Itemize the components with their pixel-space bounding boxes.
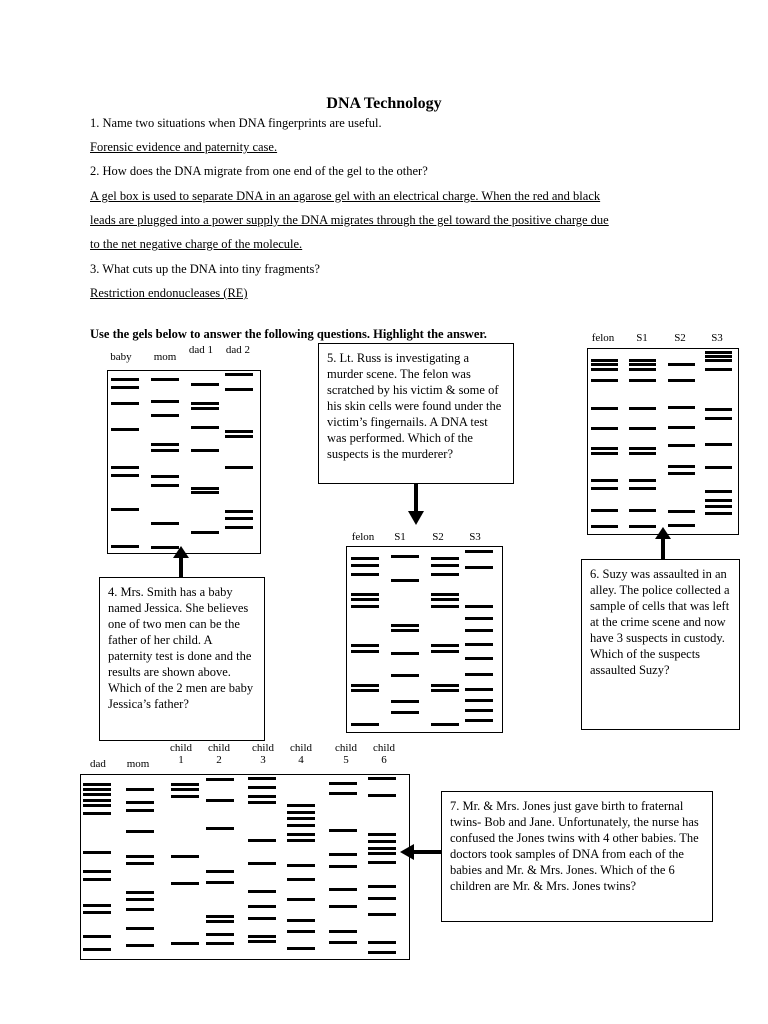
dna-band: [705, 417, 732, 420]
dna-band: [465, 657, 493, 660]
q5-question-box: 5. Lt. Russ is investigating a murder scene. The felon was scratched by his victim & some of his skin cells were found under the victim’s fingernails. A DNA test was performed. Which of the suspects is the murderer?: [318, 343, 514, 484]
gel5-label-s3: S3: [469, 531, 481, 543]
dna-band: [705, 368, 732, 371]
dna-band: [465, 709, 493, 712]
dna-band: [431, 644, 459, 647]
dna-band: [151, 414, 179, 417]
dna-band: [591, 452, 618, 455]
dna-band: [465, 605, 493, 608]
paternity-gel: [107, 370, 261, 554]
dna-band: [171, 783, 199, 786]
dna-band: [126, 855, 154, 858]
gel5-label-felon: felon: [351, 531, 375, 543]
dna-band: [705, 359, 732, 362]
dna-band: [629, 509, 656, 512]
twins-gel: [80, 774, 410, 960]
dna-band: [248, 786, 276, 789]
dna-band: [668, 406, 695, 409]
dna-band: [126, 927, 154, 930]
dna-band: [287, 878, 315, 881]
dna-band: [191, 407, 219, 410]
dna-band: [225, 517, 253, 520]
dna-band: [668, 510, 695, 513]
dna-band: [629, 379, 656, 382]
dna-band: [287, 833, 315, 836]
dna-band: [83, 870, 111, 873]
gel7-label-child1: child 1: [170, 742, 192, 766]
dna-band: [668, 379, 695, 382]
gel4-label-baby: baby: [110, 351, 132, 363]
dna-band: [225, 510, 253, 513]
dna-band: [248, 777, 276, 780]
dna-band: [83, 812, 111, 815]
gel7-label-child5: child 5: [335, 742, 357, 766]
dna-band: [368, 777, 396, 780]
dna-band: [351, 723, 379, 726]
dna-band: [705, 490, 732, 493]
dna-band: [591, 368, 618, 371]
gel4-label-mom: mom: [153, 351, 177, 363]
dna-band: [206, 870, 234, 873]
dna-band: [248, 839, 276, 842]
dna-band: [465, 699, 493, 702]
gel5-arrow-down: [405, 483, 429, 527]
murder-gel: [346, 546, 503, 733]
q3-answer: Restriction endonucleases (RE): [90, 286, 248, 300]
dna-band: [126, 801, 154, 804]
dna-band: [391, 652, 419, 655]
dna-band: [151, 400, 179, 403]
dna-band: [329, 865, 357, 868]
dna-band: [287, 947, 315, 950]
dna-band: [705, 505, 732, 508]
dna-band: [391, 711, 419, 714]
dna-band: [206, 799, 234, 802]
dna-band: [287, 824, 315, 827]
dna-band: [351, 684, 379, 687]
gel4-label-dad1: dad 1: [188, 344, 214, 356]
dna-band: [206, 915, 234, 918]
dna-band: [368, 941, 396, 944]
dna-band: [351, 564, 379, 567]
dna-band: [391, 555, 419, 558]
dna-band: [391, 674, 419, 677]
dna-band: [368, 847, 396, 850]
dna-band: [351, 593, 379, 596]
gel6-label-s2: S2: [674, 332, 686, 344]
dna-band: [431, 557, 459, 560]
dna-band: [591, 407, 618, 410]
dna-band: [248, 917, 276, 920]
q2-question: 2. How does the DNA migrate from one end of the gel to the other?: [90, 164, 428, 178]
q2-answer-line-2: leads are plugged into a power supply the DNA migrates through the gel toward the positive charge due: [90, 213, 609, 227]
dna-band: [705, 408, 732, 411]
gel5-label-s1: S1: [394, 531, 406, 543]
gel6-arrow-up: [652, 527, 676, 563]
page-title: DNA Technology: [326, 95, 442, 112]
assault-gel: [587, 348, 739, 535]
dna-band: [126, 862, 154, 865]
dna-band: [465, 688, 493, 691]
dna-band: [248, 801, 276, 804]
dna-band: [591, 359, 618, 362]
dna-band: [465, 566, 493, 569]
dna-band: [705, 443, 732, 446]
dna-band: [111, 508, 139, 511]
dna-band: [431, 650, 459, 653]
dna-band: [629, 407, 656, 410]
dna-band: [111, 474, 139, 477]
dna-band: [126, 898, 154, 901]
dna-band: [111, 386, 139, 389]
dna-band: [705, 466, 732, 469]
dna-band: [591, 363, 618, 366]
dna-band: [668, 472, 695, 475]
q2-answer-line-3: to the net negative charge of the molecule.: [90, 237, 303, 251]
dna-band: [591, 479, 618, 482]
dna-band: [287, 898, 315, 901]
dna-band: [248, 935, 276, 938]
dna-band: [83, 935, 111, 938]
dna-band: [368, 885, 396, 888]
dna-band: [248, 890, 276, 893]
dna-band: [705, 499, 732, 502]
q4-question-box: 4. Mrs. Smith has a baby named Jessica. She believes one of two men can be the father of her child. A paternity test is done and the results are shown above. Which of the 2 men are baby Jessica’s father?: [99, 577, 265, 741]
dna-band: [191, 402, 219, 405]
dna-band: [206, 933, 234, 936]
dna-band: [368, 913, 396, 916]
dna-band: [83, 904, 111, 907]
dna-band: [391, 579, 419, 582]
dna-band: [191, 426, 219, 429]
dna-band: [465, 617, 493, 620]
gel7-arrow-left: [400, 842, 444, 864]
dna-band: [368, 861, 396, 864]
dna-band: [111, 466, 139, 469]
dna-band: [629, 452, 656, 455]
dna-band: [191, 531, 219, 534]
q7-question-box: 7. Mr. & Mrs. Jones just gave birth to fraternal twins- Bob and Jane. Unfortunately, the nurse has confused the Jones twins with 4 other babies. The doctors took samples of DNA from each of the babies and Mr. & Mrs. Jones. Which of the 6 children are Mr. & Mrs. Jones twins?: [441, 791, 713, 922]
dna-band: [171, 882, 199, 885]
dna-band: [225, 526, 253, 529]
dna-band: [248, 905, 276, 908]
dna-band: [206, 778, 234, 781]
dna-band: [368, 833, 396, 836]
dna-band: [329, 941, 357, 944]
dna-band: [83, 799, 111, 802]
dna-band: [351, 650, 379, 653]
dna-band: [629, 363, 656, 366]
gel7-label-mom: mom: [126, 758, 150, 770]
dna-band: [329, 905, 357, 908]
dna-band: [591, 509, 618, 512]
dna-band: [629, 359, 656, 362]
dna-band: [368, 852, 396, 855]
dna-band: [629, 487, 656, 490]
dna-band: [171, 788, 199, 791]
dna-band: [431, 605, 459, 608]
dna-band: [83, 804, 111, 807]
dna-band: [629, 479, 656, 482]
dna-band: [83, 783, 111, 786]
gel7-label-child4: child 4: [290, 742, 312, 766]
dna-band: [83, 851, 111, 854]
dna-band: [225, 435, 253, 438]
dna-band: [171, 795, 199, 798]
dna-band: [431, 564, 459, 567]
dna-band: [191, 449, 219, 452]
dna-band: [287, 919, 315, 922]
dna-band: [329, 930, 357, 933]
dna-band: [351, 644, 379, 647]
dna-band: [171, 855, 199, 858]
dna-band: [206, 942, 234, 945]
dna-band: [465, 673, 493, 676]
dna-band: [705, 351, 732, 354]
dna-band: [431, 689, 459, 692]
dna-band: [591, 427, 618, 430]
dna-band: [591, 447, 618, 450]
dna-band: [668, 444, 695, 447]
dna-band: [191, 487, 219, 490]
dna-band: [111, 378, 139, 381]
dna-band: [83, 788, 111, 791]
dna-band: [83, 911, 111, 914]
dna-band: [151, 443, 179, 446]
dna-band: [287, 839, 315, 842]
dna-band: [83, 948, 111, 951]
dna-band: [126, 891, 154, 894]
dna-band: [465, 550, 493, 553]
dna-band: [151, 484, 179, 487]
dna-band: [225, 466, 253, 469]
dna-band: [225, 388, 253, 391]
gel4-label-dad2: dad 2: [225, 344, 251, 356]
q1-answer: Forensic evidence and paternity case.: [90, 140, 278, 154]
dna-band: [287, 804, 315, 807]
dna-band: [171, 942, 199, 945]
dna-band: [151, 475, 179, 478]
dna-band: [287, 930, 315, 933]
dna-band: [668, 426, 695, 429]
dna-band: [287, 811, 315, 814]
dna-band: [83, 793, 111, 796]
dna-band: [151, 378, 179, 381]
dna-band: [431, 593, 459, 596]
dna-band: [111, 428, 139, 431]
dna-band: [329, 792, 357, 795]
dna-band: [351, 557, 379, 560]
dna-band: [629, 368, 656, 371]
dna-band: [591, 525, 618, 528]
gel7-label-child6: child 6: [373, 742, 395, 766]
dna-band: [126, 788, 154, 791]
dna-band: [368, 897, 396, 900]
q3-question: 3. What cuts up the DNA into tiny fragments?: [90, 262, 320, 276]
dna-band: [225, 373, 253, 376]
dna-band: [368, 794, 396, 797]
dna-band: [391, 700, 419, 703]
dna-band: [705, 355, 732, 358]
dna-band: [287, 864, 315, 867]
dna-band: [206, 827, 234, 830]
dna-band: [191, 383, 219, 386]
dna-band: [83, 878, 111, 881]
dna-band: [368, 951, 396, 954]
dna-band: [126, 908, 154, 911]
dna-band: [248, 795, 276, 798]
dna-band: [111, 402, 139, 405]
gel6-label-felon: felon: [591, 332, 615, 344]
gel6-label-s3: S3: [711, 332, 723, 344]
dna-band: [351, 598, 379, 601]
dna-band: [191, 491, 219, 494]
dna-band: [351, 605, 379, 608]
dna-band: [351, 573, 379, 576]
dna-band: [151, 449, 179, 452]
dna-band: [668, 363, 695, 366]
dna-band: [629, 427, 656, 430]
dna-band: [431, 684, 459, 687]
dna-band: [111, 545, 139, 548]
dna-band: [465, 643, 493, 646]
gel7-label-child2: child 2: [208, 742, 230, 766]
dna-band: [151, 522, 179, 525]
dna-band: [206, 881, 234, 884]
dna-band: [225, 430, 253, 433]
q2-answer-line-1: A gel box is used to separate DNA in an agarose gel with an electrical charge. When the red and black: [90, 189, 601, 203]
dna-band: [329, 888, 357, 891]
gel6-label-s1: S1: [636, 332, 648, 344]
dna-band: [126, 830, 154, 833]
dna-band: [126, 944, 154, 947]
dna-band: [206, 920, 234, 923]
q1-question: 1. Name two situations when DNA fingerprints are useful.: [90, 116, 382, 130]
dna-band: [431, 723, 459, 726]
gel7-label-child3: child 3: [252, 742, 274, 766]
dna-band: [629, 447, 656, 450]
dna-band: [391, 629, 419, 632]
dna-band: [351, 689, 379, 692]
dna-band: [668, 465, 695, 468]
dna-band: [287, 817, 315, 820]
instructions: Use the gels below to answer the following questions. Highlight the answer.: [90, 327, 487, 341]
dna-band: [248, 862, 276, 865]
dna-band: [368, 840, 396, 843]
dna-band: [705, 512, 732, 515]
gel4-arrow-up: [170, 546, 194, 580]
q6-question-box: 6. Suzy was assaulted in an alley. The police collected a sample of cells that was left at the crime scene and now have 3 suspects in custody. Which of the suspects assaulted Suzy?: [581, 559, 740, 730]
gel7-label-dad: dad: [90, 758, 106, 770]
dna-band: [591, 379, 618, 382]
dna-band: [126, 809, 154, 812]
dna-band: [465, 719, 493, 722]
dna-band: [329, 829, 357, 832]
dna-band: [591, 487, 618, 490]
dna-band: [248, 940, 276, 943]
dna-band: [391, 624, 419, 627]
dna-band: [431, 573, 459, 576]
dna-band: [329, 853, 357, 856]
dna-band: [431, 598, 459, 601]
gel5-label-s2: S2: [432, 531, 444, 543]
dna-band: [465, 629, 493, 632]
dna-band: [329, 782, 357, 785]
